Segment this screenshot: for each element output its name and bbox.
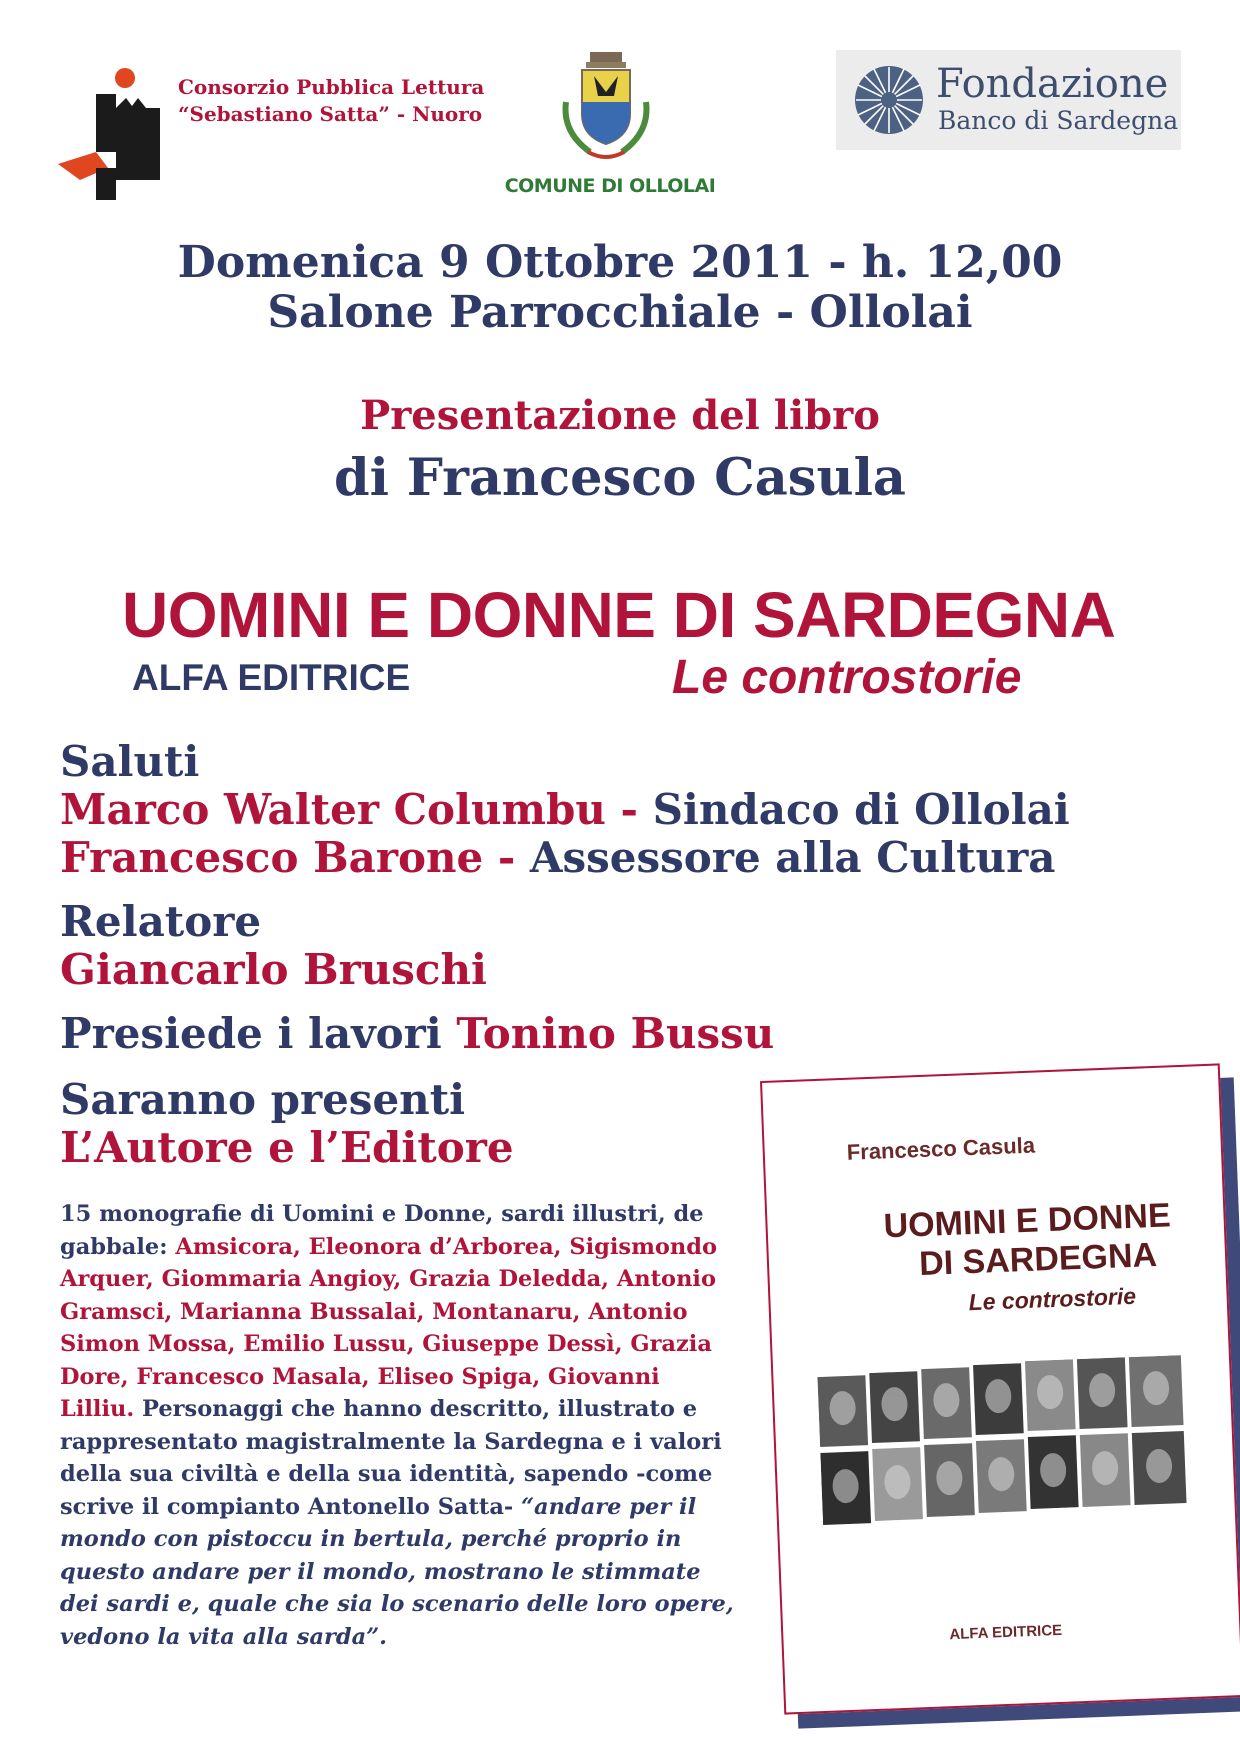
presenti-label: Saranno presenti [60, 1075, 466, 1124]
consorzio-line1: Consorzio Pubblica Lettura [178, 75, 485, 99]
paragraph-intro: 15 monografie di Uomini e Donne, sardi illustri, de gabbale: [60, 1201, 704, 1260]
speaker2-name: Francesco Barone - [60, 833, 516, 882]
description-paragraph [60, 1198, 740, 1653]
event-place: Salone Parrocchiale - Ollolai [267, 287, 973, 338]
cover-title-line2: DI SARDEGNA [918, 1235, 1158, 1284]
event-date: Domenica 9 Ottobre 2011 - h. 12,00 [177, 237, 1063, 288]
paragraph-body: Personaggi che hanno descritto, illustrato e rappresentato magistralmente la Sardegna e i valori della sua civiltà e della sua identità, sapendo -come scrive il compianto Antonello Satta- [60, 1396, 722, 1520]
saluti-label: Saluti [60, 737, 200, 786]
presenti-value: L’Autore e l’Editore [60, 1123, 514, 1172]
speaker1-name: Marco Walter Columbu - [60, 785, 638, 834]
book-subtitle: Le controstorie [672, 651, 1022, 704]
presiede-name: Tonino Bussu [456, 1009, 775, 1058]
comune-name: COMUNE DI OLLOLAI [504, 175, 716, 197]
consorzio-line2: “Sebastiano Satta” - Nuoro [178, 102, 483, 126]
publisher-name: ALFA EDITRICE [132, 657, 411, 698]
cover-publisher: ALFA EDITRICE [949, 1621, 1063, 1644]
cover-title-line1: UOMINI E DONNE [882, 1196, 1172, 1246]
presiede-line [60, 1010, 774, 1058]
consorzio-name [178, 74, 484, 128]
paragraph-quote: “andare per il mondo con pistoccu in bertula, perché proprio in questo andare per il mondo, mostrano le stimmate dei sardi e, quale che sia lo scenario delle loro opere, vedono la vita alla sarda”. [60, 1493, 734, 1650]
presiede-label: Presiede i lavori [60, 1009, 442, 1058]
speaker2 [60, 834, 1055, 882]
cover-portraits-image [817, 1355, 1193, 1529]
author-line: di Francesco Casula [334, 448, 906, 508]
consorzio-logo [58, 68, 163, 200]
relatore-label: Relatore [60, 897, 262, 946]
presentation-label: Presentazione del libro [360, 392, 880, 439]
speaker2-role: Assessore alla Cultura [529, 833, 1056, 882]
fondazione-title: Fondazione [936, 61, 1169, 107]
relatore-name: Giancarlo Bruschi [60, 945, 487, 994]
fondazione-star-icon [852, 63, 926, 137]
fondazione-subtitle: Banco di Sardegna [938, 106, 1179, 135]
speaker1-role: Sindaco di Ollolai [652, 785, 1070, 834]
cover-subtitle: Le controstorie [968, 1282, 1137, 1316]
speaker1 [60, 786, 1070, 834]
book-cover [760, 1063, 1240, 1714]
paragraph-names: Amsicora, Eleonora d’Arborea, Sigismondo Arquer, Giommaria Angioy, Grazia Deledda, Antonio Gramsci, Marianna Bussalai, Montanaru, Antonio Simon Mossa, Emilio Lussu, Giuseppe Dessì, Grazia Dore, Francesco Masala, Eliseo Spiga, Giovanni Lilliu. [60, 1233, 718, 1422]
comune-crest-icon [560, 52, 652, 164]
cover-author: Francesco Casula [846, 1132, 1036, 1165]
book-title: UOMINI E DONNE DI SARDEGNA [122, 579, 1116, 651]
